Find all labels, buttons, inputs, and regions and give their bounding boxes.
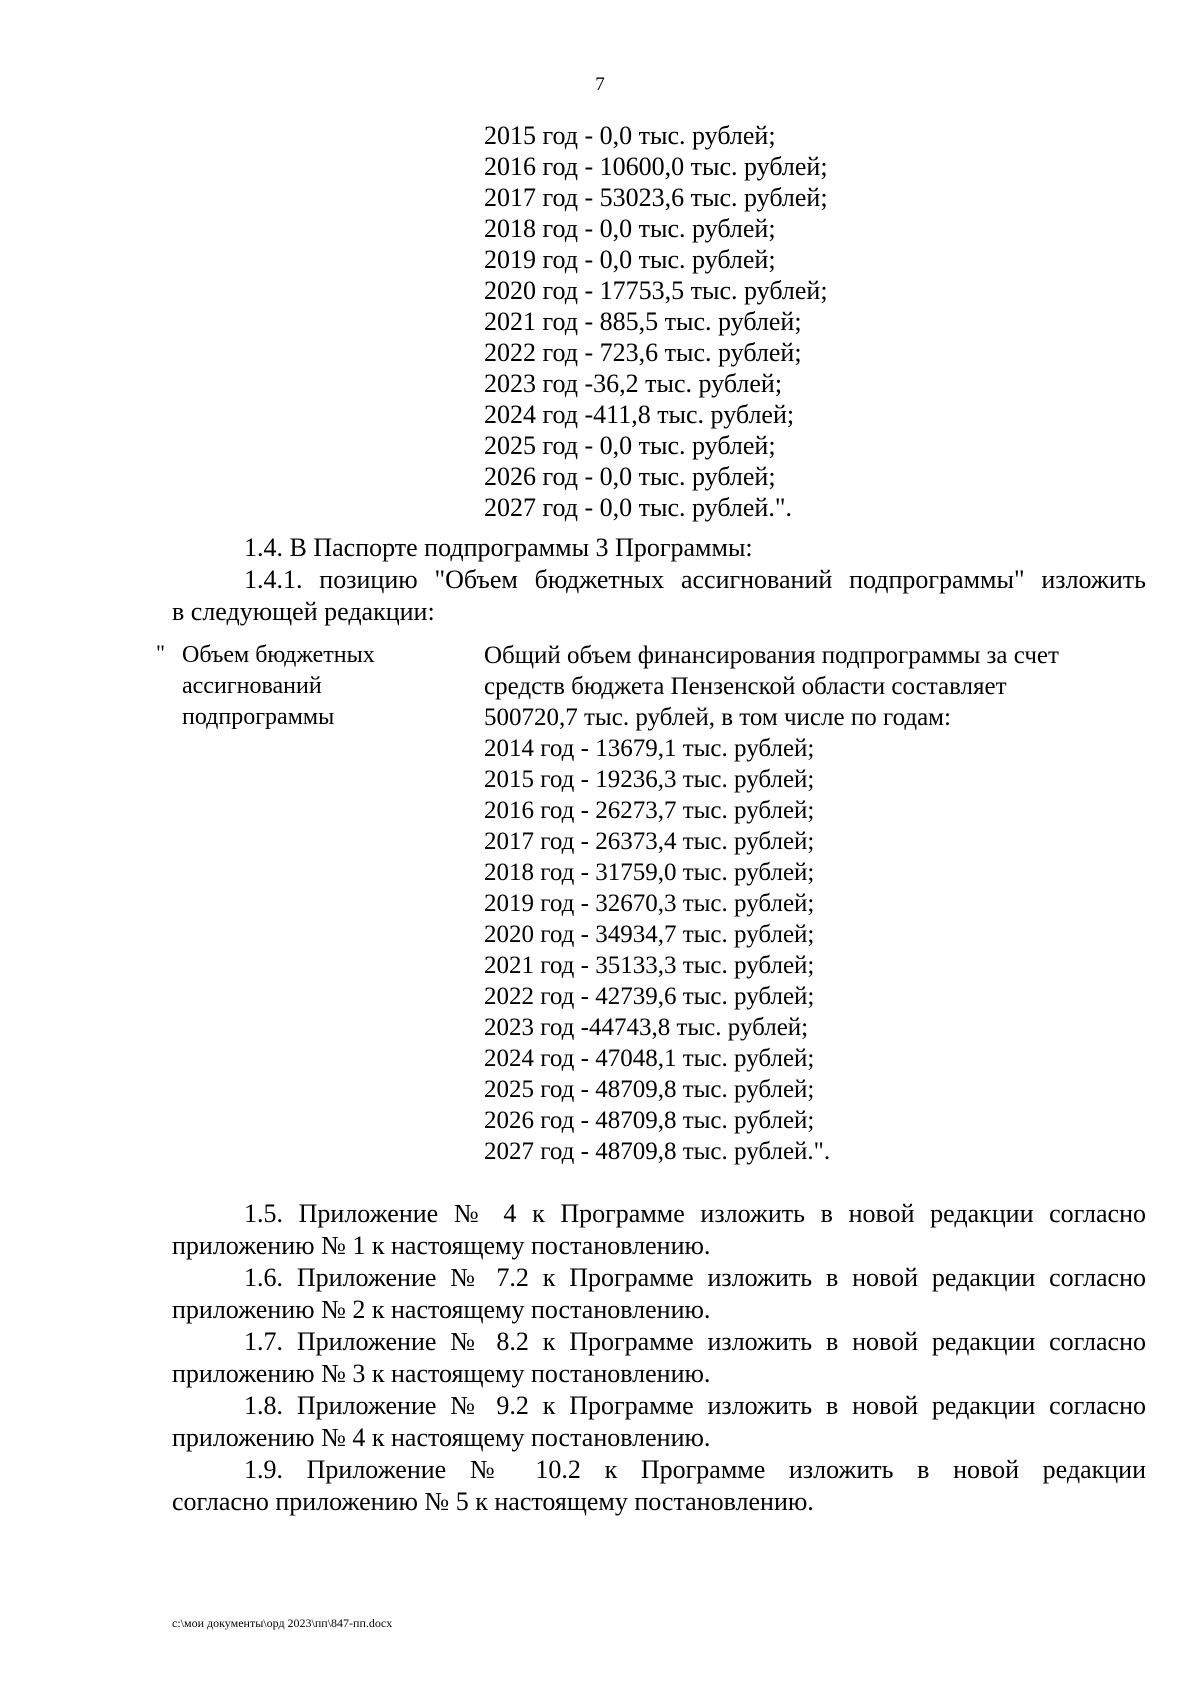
year-line: 2027 год - 0,0 тыс. рублей.".	[484, 493, 792, 522]
section-1-4-heading: 1.4. В Паспорте подпрограммы 3 Программы:	[244, 533, 753, 562]
year-line: 2026 год - 48709,8 тыс. рублей;	[484, 1107, 815, 1134]
section-1-4-1-line1: 1.4.1. позицию "Объем бюджетных ассигнований подпрограммы" изложить	[244, 565, 1146, 594]
section-1-4	[172, 532, 1146, 628]
year-line: 2019 год - 0,0 тыс. рублей;	[484, 245, 776, 274]
year-line: 2018 год - 31759,0 тыс. рублей;	[484, 859, 815, 886]
year-line: 2021 год - 35133,3 тыс. рублей;	[484, 952, 815, 979]
year-line: 2015 год - 19236,3 тыс. рублей;	[484, 766, 815, 793]
year-line: 2023 год -36,2 тыс. рублей;	[484, 369, 783, 398]
year-line: 2024 год -411,8 тыс. рублей;	[484, 400, 795, 429]
page-number: 7	[595, 74, 605, 95]
year-line: 2027 год - 48709,8 тыс. рублей.".	[484, 1138, 831, 1165]
file-path-footer: c:\мои документы\орд 2023\пп\847-пп.docx	[172, 1616, 393, 1630]
item-1-7-line2: приложению № 3 к настоящему постановлению.	[172, 1359, 711, 1388]
items-list	[172, 1198, 1146, 1518]
item-1-8-line1: 1.8. Приложение № 9.2 к Программе изложить в новой редакции согласно	[244, 1391, 1146, 1420]
year-line: 2017 год - 26373,4 тыс. рублей;	[484, 828, 815, 855]
year-line: 2025 год - 0,0 тыс. рублей;	[484, 431, 776, 460]
intro-line: 500720,7 тыс. рублей, в том числе по годам:	[484, 704, 951, 731]
label-line: Объем бюджетных	[182, 642, 375, 668]
item-1-5-line1: 1.5. Приложение № 4 к Программе изложить в новой редакции согласно	[244, 1199, 1146, 1228]
opening-quote: "	[156, 640, 165, 665]
intro-line: Общий объем финансирования подпрограммы за счет	[484, 642, 1059, 669]
year-line: 2016 год - 26273,7 тыс. рублей;	[484, 797, 815, 824]
year-line: 2014 год - 13679,1 тыс. рублей;	[484, 735, 815, 762]
item-1-6-line2: приложению № 2 к настоящему постановлению.	[172, 1295, 711, 1324]
year-line: 2017 год - 53023,6 тыс. рублей;	[484, 183, 828, 212]
year-line: 2022 год - 723,6 тыс. рублей;	[484, 338, 802, 367]
item-1-9-line2: согласно приложению № 5 к настоящему постановлению.	[172, 1487, 814, 1516]
item-1-5-line2: приложению № 1 к настоящему постановлению.	[172, 1231, 711, 1260]
year-line: 2020 год - 34934,7 тыс. рублей;	[484, 921, 815, 948]
year-line: 2025 год - 48709,8 тыс. рублей;	[484, 1076, 815, 1103]
prior-years-list	[484, 120, 828, 523]
label-line: подпрограммы	[182, 704, 335, 730]
year-line: 2024 год - 47048,1 тыс. рублей;	[484, 1045, 815, 1072]
item-1-9-line1: 1.9. Приложение № 10.2 к Программе изложить в новой редакции	[244, 1455, 1146, 1484]
year-line: 2021 год - 885,5 тыс. рублей;	[484, 307, 802, 336]
item-1-8-line2: приложению № 4 к настоящему постановлению.	[172, 1423, 711, 1452]
item-1-7-line1: 1.7. Приложение № 8.2 к Программе изложить в новой редакции согласно	[244, 1327, 1146, 1356]
item-1-6-line1: 1.6. Приложение № 7.2 к Программе изложить в новой редакции согласно	[244, 1263, 1146, 1292]
year-line: 2016 год - 10600,0 тыс. рублей;	[484, 152, 828, 181]
year-line: 2023 год -44743,8 тыс. рублей;	[484, 1014, 809, 1041]
year-line: 2015 год - 0,0 тыс. рублей;	[484, 121, 776, 150]
year-line: 2019 год - 32670,3 тыс. рублей;	[484, 890, 815, 917]
section-1-4-1-line2: в следующей редакции:	[172, 597, 435, 626]
intro-line: средств бюджета Пензенской области составляет	[484, 673, 1007, 700]
year-line: 2018 год - 0,0 тыс. рублей;	[484, 214, 776, 243]
year-line: 2020 год - 17753,5 тыс. рублей;	[484, 276, 828, 305]
year-line: 2022 год - 42739,6 тыс. рублей;	[484, 983, 815, 1010]
passport-value	[484, 640, 1059, 1167]
label-line: ассигнований	[182, 673, 322, 699]
passport-label	[182, 640, 375, 733]
year-line: 2026 год - 0,0 тыс. рублей;	[484, 462, 776, 491]
